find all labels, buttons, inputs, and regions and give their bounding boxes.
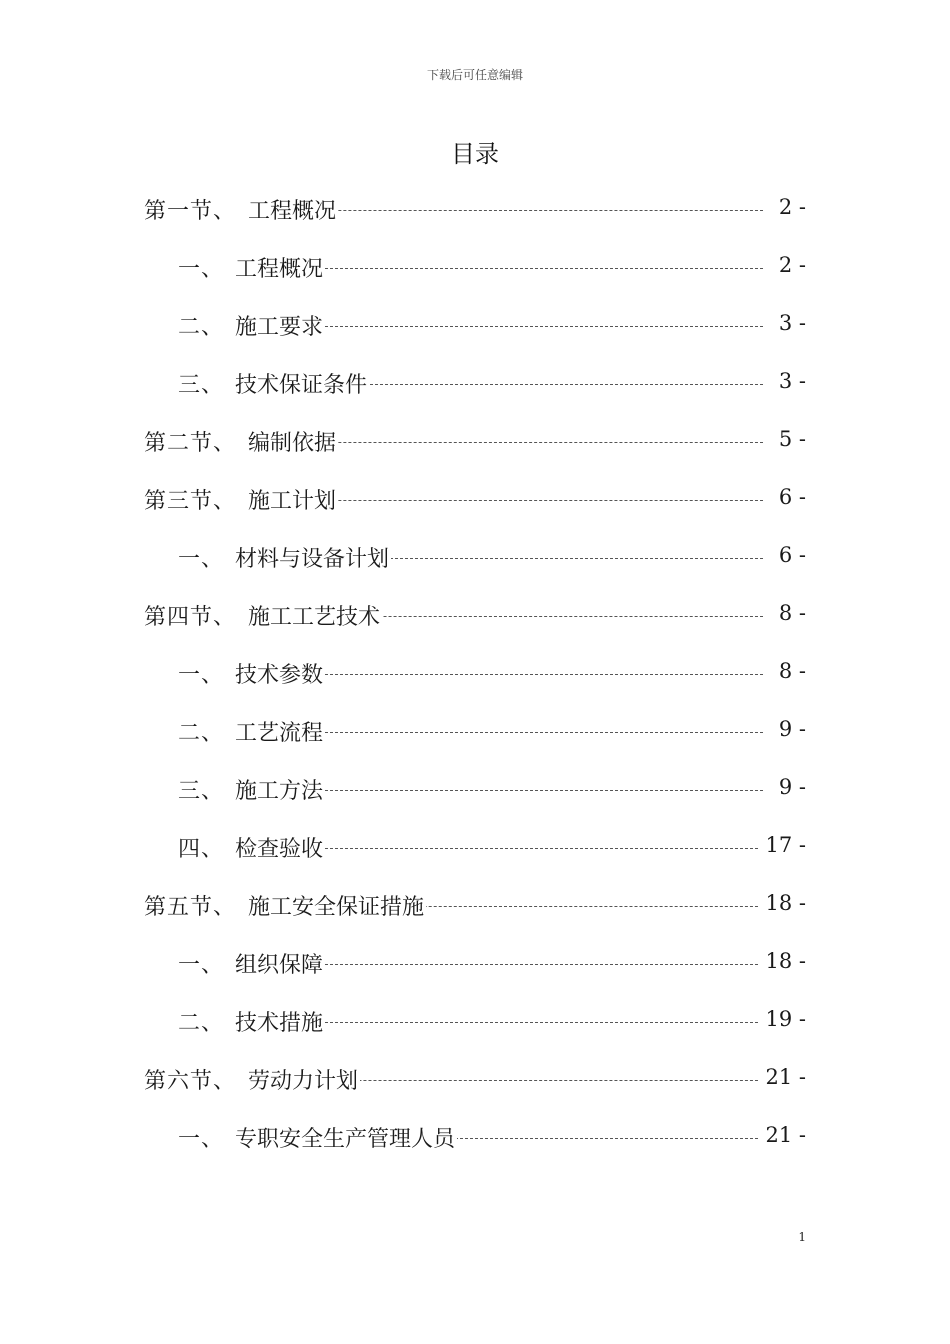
- toc-entry-page: 6 -: [773, 543, 806, 567]
- toc-title: 目录: [451, 140, 499, 168]
- toc-entry-page: 19 -: [760, 1007, 807, 1031]
- toc-entry-page: 21 -: [760, 1123, 807, 1147]
- toc-entry-number: 一、: [178, 663, 225, 688]
- toc-entry-title: 技术参数: [235, 658, 325, 689]
- toc-entry-page: 5 -: [773, 427, 806, 451]
- toc-entry-page: 18 -: [760, 949, 807, 973]
- download-note: 下载后可任意编辑: [426, 68, 523, 82]
- toc-entry-number: 第二节、: [144, 431, 237, 456]
- toc-entry-section[interactable]: [0, 1050, 950, 1108]
- toc-entry-title: 施工工艺技术: [248, 600, 382, 631]
- toc-entry-section[interactable]: [0, 470, 950, 528]
- page-number: 1: [798, 1230, 806, 1244]
- toc-entry-number: 一、: [178, 547, 225, 572]
- toc-entry-number: 三、: [178, 373, 225, 398]
- toc-entry-number: 一、: [178, 257, 225, 282]
- toc-entry-title: 施工安全保证措施: [248, 890, 426, 921]
- toc-entry-subsection[interactable]: [0, 992, 950, 1050]
- toc-entry-page: 21 -: [760, 1065, 807, 1089]
- toc-entry-subsection[interactable]: [0, 760, 950, 818]
- toc-entry-title: 编制依据: [248, 426, 338, 457]
- toc-entry-title: 工程概况: [248, 194, 338, 225]
- toc-entry-title: 工艺流程: [235, 716, 325, 747]
- toc-entry-page: 9 -: [773, 717, 806, 741]
- toc-entry-title: 工程概况: [235, 252, 325, 283]
- toc-entry-subsection[interactable]: [0, 354, 950, 412]
- toc-entry-page: 18 -: [760, 891, 807, 915]
- toc-entry-number: 第五节、: [144, 895, 237, 920]
- toc-entry-section[interactable]: [0, 876, 950, 934]
- toc-entry-title: 组织保障: [235, 948, 325, 979]
- toc-entry-number: 二、: [178, 1011, 225, 1036]
- toc-entry-number: 一、: [178, 1127, 225, 1152]
- toc-entry-section[interactable]: [0, 180, 950, 238]
- toc-entry-page: 3 -: [773, 311, 806, 335]
- toc-entry-subsection[interactable]: [0, 818, 950, 876]
- toc-entry-title: 施工计划: [248, 484, 338, 515]
- toc-entry-number: 二、: [178, 721, 225, 746]
- toc-entry-number: 四、: [178, 837, 225, 862]
- toc-entry-section[interactable]: [0, 586, 950, 644]
- toc-entry-subsection[interactable]: [0, 528, 950, 586]
- toc-entry-title: 技术保证条件: [235, 368, 369, 399]
- toc-entry-title: 施工要求: [235, 310, 325, 341]
- toc-entry-subsection[interactable]: [0, 934, 950, 992]
- toc-entry-number: 第四节、: [144, 605, 237, 630]
- toc-entry-subsection[interactable]: [0, 238, 950, 296]
- toc-entry-subsection[interactable]: [0, 296, 950, 354]
- toc-entry-title: 技术措施: [235, 1006, 325, 1037]
- toc-entry-number: 二、: [178, 315, 225, 340]
- toc-entry-page: 6 -: [773, 485, 806, 509]
- toc-entry-title: 劳动力计划: [248, 1064, 360, 1095]
- toc-entry-subsection[interactable]: [0, 644, 950, 702]
- toc-entry-number: 第六节、: [144, 1069, 237, 1094]
- toc-entry-page: 17 -: [760, 833, 807, 857]
- toc-entry-title: 检查验收: [235, 832, 325, 863]
- toc-entry-number: 第一节、: [144, 199, 237, 224]
- toc-entry-subsection[interactable]: [0, 1108, 950, 1166]
- toc-entry-page: 9 -: [773, 775, 806, 799]
- toc-entry-page: 2 -: [773, 253, 806, 277]
- toc-entry-title: 专职安全生产管理人员: [235, 1122, 457, 1153]
- toc-entry-subsection[interactable]: [0, 702, 950, 760]
- toc-entry-title: 施工方法: [235, 774, 325, 805]
- toc-entry-page: 2 -: [773, 195, 806, 219]
- toc-entry-number: 三、: [178, 779, 225, 804]
- toc-entry-number: 第三节、: [144, 489, 237, 514]
- toc-entry-number: 一、: [178, 953, 225, 978]
- toc-entry-section[interactable]: [0, 412, 950, 470]
- toc-entry-page: 3 -: [773, 369, 806, 393]
- toc-entry-page: 8 -: [773, 659, 806, 683]
- toc-entry-page: 8 -: [773, 601, 806, 625]
- toc-entry-title: 材料与设备计划: [235, 542, 391, 573]
